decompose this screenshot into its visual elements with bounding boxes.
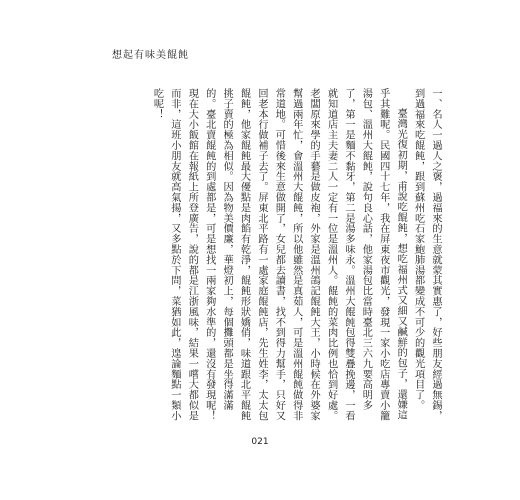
paragraph: 一、名人一過人之褒，過福來的生意就蒙其實惠了，好些朋友經過無錫，到過福來吃餛飩，跟到蘇州吃石家鮑肺湯都變成不可少的觀光項目了。 bbox=[412, 88, 441, 421]
running-head: 想起有味美餛飩 bbox=[112, 50, 189, 61]
body-text bbox=[108, 88, 444, 426]
paragraph: 臺灣光復初期，甫說吃餛飩，想吃福州式又細又鹹鮮的包子，還嫌這乎其難呢。民國四十七年，我在屏東夜市觀光，發現一家小吃店專賣小籠湯包、溫州大餛飩，說句良心話，他家湯包比當時臺北三六九要高明多了，第一是麵不黏牙，第二是湯多味永。溫州大餛飩包得雙疊挽邊，一看就知道店主夫妻二人一定有一位是溫州人。餛飩的菜肉比例也恰到好處。老闆原來學的手藝是做皮袍，外家是溫州鴿記餛飩大王，小時候在外婆家幫過兩年忙，會溫州大餛飩，所以他雖然是真茹人，可是溫州餛飩做得非常道地。可惜後來生意做開了，女兒都去讀書，找不到得力幫手，只好又回老本行做補子去了。屏東北平路有一處家庭餛飩店，先生姓李，太太包餛飩，他家餛飩最大優點是肉餡有乾淨，餛飩形狀嬌俏，味道跟北平餛飩挑子賣的極為相似。因為物美價廉，華燈初上，每個攤頭都是坐得滿滿的。臺北賣餛飩的到處都是，可是想找一兩家夠水準的，還沒有發現呢！現在大小飯館在報紙上所登廣告，說的都是江浙風味，結果一嚐大都似是而非，這班小朋友就高氣揚，又多點於下問，菜猶如此，遑論麵點一類小吃呢！ bbox=[151, 88, 407, 421]
page-number: 021 bbox=[251, 437, 269, 447]
